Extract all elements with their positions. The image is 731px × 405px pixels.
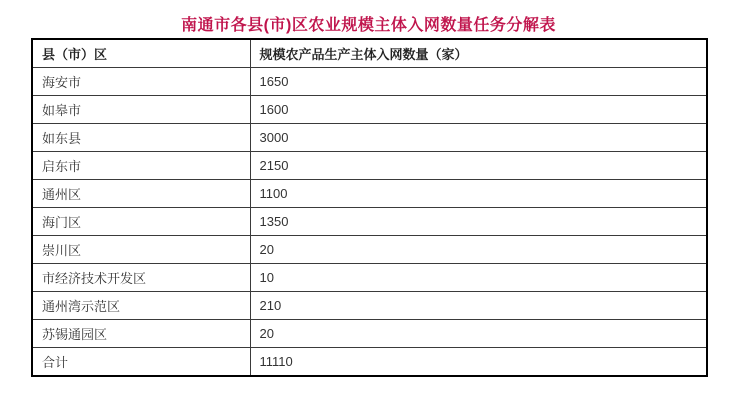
region-cell: 如东县: [32, 124, 250, 152]
page-title: 南通市各县(市)区农业规模主体入网数量任务分解表: [181, 17, 556, 34]
table-body: [32, 68, 707, 377]
table-row: [32, 236, 707, 264]
region-cell: 通州湾示范区: [32, 292, 250, 320]
table-row: [32, 264, 707, 292]
region-cell: 海门区: [32, 208, 250, 236]
value-cell: 10: [250, 264, 707, 292]
region-cell: 启东市: [32, 152, 250, 180]
value-cell: 3000: [250, 124, 707, 152]
region-cell: 苏锡通园区: [32, 320, 250, 348]
value-cell: 20: [250, 236, 707, 264]
table-row: [32, 68, 707, 96]
region-cell: 如皋市: [32, 96, 250, 124]
value-cell: 1650: [250, 68, 707, 96]
region-cell: 合计: [32, 348, 250, 377]
value-cell: 1350: [250, 208, 707, 236]
value-cell: 1100: [250, 180, 707, 208]
value-cell: 2150: [250, 152, 707, 180]
header-quantity: 规模农产品生产主体入网数量（家）: [250, 39, 707, 68]
task-breakdown-table: [31, 38, 708, 377]
table-row: [32, 152, 707, 180]
region-cell: 市经济技术开发区: [32, 264, 250, 292]
region-cell: 崇川区: [32, 236, 250, 264]
value-cell: 1600: [250, 96, 707, 124]
region-cell: 海安市: [32, 68, 250, 96]
header-row: [32, 39, 707, 68]
table-row: [32, 96, 707, 124]
table-row: [32, 320, 707, 348]
value-cell: 11110: [250, 348, 707, 377]
value-cell: 20: [250, 320, 707, 348]
table-row: [32, 292, 707, 320]
table-row: [32, 124, 707, 152]
region-cell: 通州区: [32, 180, 250, 208]
table-row: [32, 180, 707, 208]
table-row: [32, 208, 707, 236]
header-region: 县（市）区: [32, 39, 250, 68]
table-header: [32, 39, 707, 68]
value-cell: 210: [250, 292, 707, 320]
table-row: [32, 348, 707, 377]
